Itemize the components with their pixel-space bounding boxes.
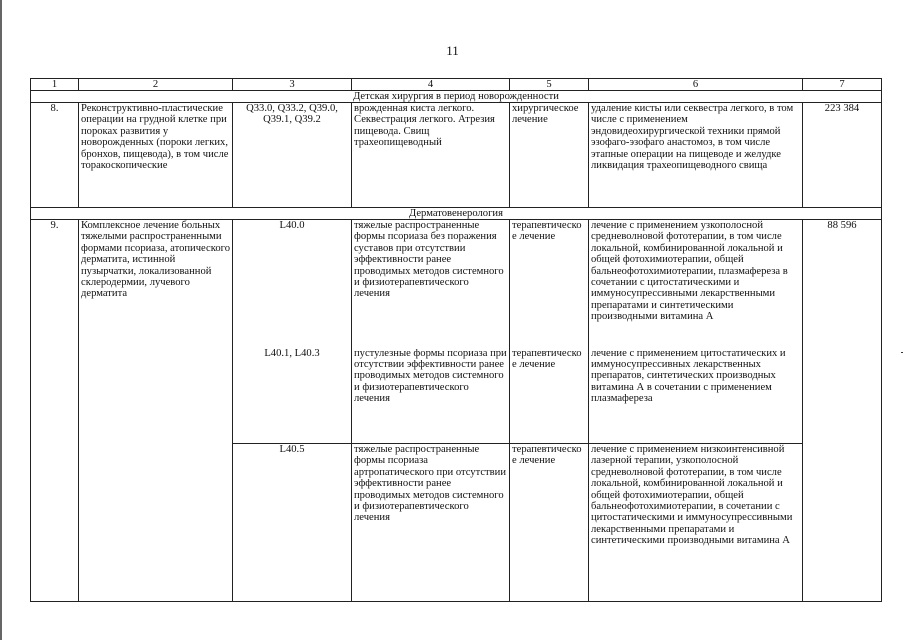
treatment-type: хирургическое лечение [510, 103, 589, 208]
margin-mark [901, 352, 903, 353]
patient-model: врожденная киста легкого. Секвестрация легкого. Атрезия пищевода. Свищ трахеопищеводный [352, 103, 510, 208]
column-header-1: 1 [31, 79, 79, 91]
treatment-type: терапевтическое лечение [510, 348, 589, 444]
service-name: Реконструктивно-пластические операции на грудной клетке при пороках развития у новорожденных (пороки легких, бронхов, пищевода), в том числе торакоскопические [79, 103, 233, 208]
icd-codes: Q33.0, Q33.2, Q39.0, Q39.1, Q39.2 [233, 103, 352, 208]
table-row [31, 220, 882, 348]
treatment-method: лечение с применением узкополосной средневолновой фототерапии, в том числе локальной, комбинированной локальной и общей фотохимиотерапии, общей бальнеофотохимиотерапии, плазмафереза в сочетании с цитостатическими и иммуносупрессивными лекарственными препаратами и синтетическими производными витамина А [589, 220, 803, 348]
icd-codes: L40.0 [233, 220, 352, 348]
column-header-2: 2 [79, 79, 233, 91]
column-number-row [31, 79, 882, 91]
treatment-method: лечение с применением цитостатических и иммуносупрессивных лекарственных препаратов, синтетических производных витамина А в сочетании с применением плазмафереза [589, 348, 803, 444]
row-number: 9. [31, 220, 79, 602]
cost-value: 223 384 [803, 103, 882, 208]
icd-codes: L40.1, L40.3 [233, 348, 352, 444]
icd-codes: L40.5 [233, 444, 352, 602]
column-header-4: 4 [352, 79, 510, 91]
medical-services-table [30, 78, 882, 602]
patient-model: тяжелые распространенные формы псориаза артропатического при отсутствии эффективности ранее проводимых методов системного и физиотерапевтического лечения [352, 444, 510, 602]
column-header-3: 3 [233, 79, 352, 91]
patient-model: тяжелые распространенные формы псориаза без поражения суставов при отсутствии эффективности ранее проводимых методов системного и физиотерапевтического лечения [352, 220, 510, 348]
cost-value: 88 596 [803, 220, 882, 602]
treatment-type: терапевтическое лечение [510, 444, 589, 602]
section-title-row [31, 91, 882, 103]
section-title-row [31, 208, 882, 220]
service-name: Комплексное лечение больных тяжелыми распространенными формами псориаза, атопического дерматита, истинной пузырчатки, локализованной склеродермии, лучевого дерматита [79, 220, 233, 602]
column-header-6: 6 [589, 79, 803, 91]
row-number: 8. [31, 103, 79, 208]
treatment-method: лечение с применением низкоинтенсивной лазерной терапии, узкополосной средневолновой фототерапии, в том числе локальной, комбинированной локальной и общей фотохимиотерапии, общей бальнеофотохимиотерапии, в сочетании с цитостатическими и иммуносупрессивными лекарственными препаратами и синтетическими производными витамина А [589, 444, 803, 602]
section-title-pediatric-surgery: Детская хирургия в период новорожденности [31, 91, 882, 103]
table-row [31, 103, 882, 208]
page-edge-line [0, 0, 2, 640]
section-title-dermatovenereology: Дерматовенерология [31, 208, 882, 220]
column-header-7: 7 [803, 79, 882, 91]
page-number: 11 [446, 43, 459, 58]
treatment-method: удаление кисты или секвестра легкого, в том числе с применением эндовидеохирургической техники прямой эзофаго-эзофаго анастомоз, в том числе этапные операции на пищеводе и желудке ликвидация трахеопищеводного свища [589, 103, 803, 208]
patient-model: пустулезные формы псориаза при отсутствии эффективности ранее проводимых методов системного и физиотерапевтического лечения [352, 348, 510, 444]
treatment-type: терапевтическое лечение [510, 220, 589, 348]
column-header-5: 5 [510, 79, 589, 91]
